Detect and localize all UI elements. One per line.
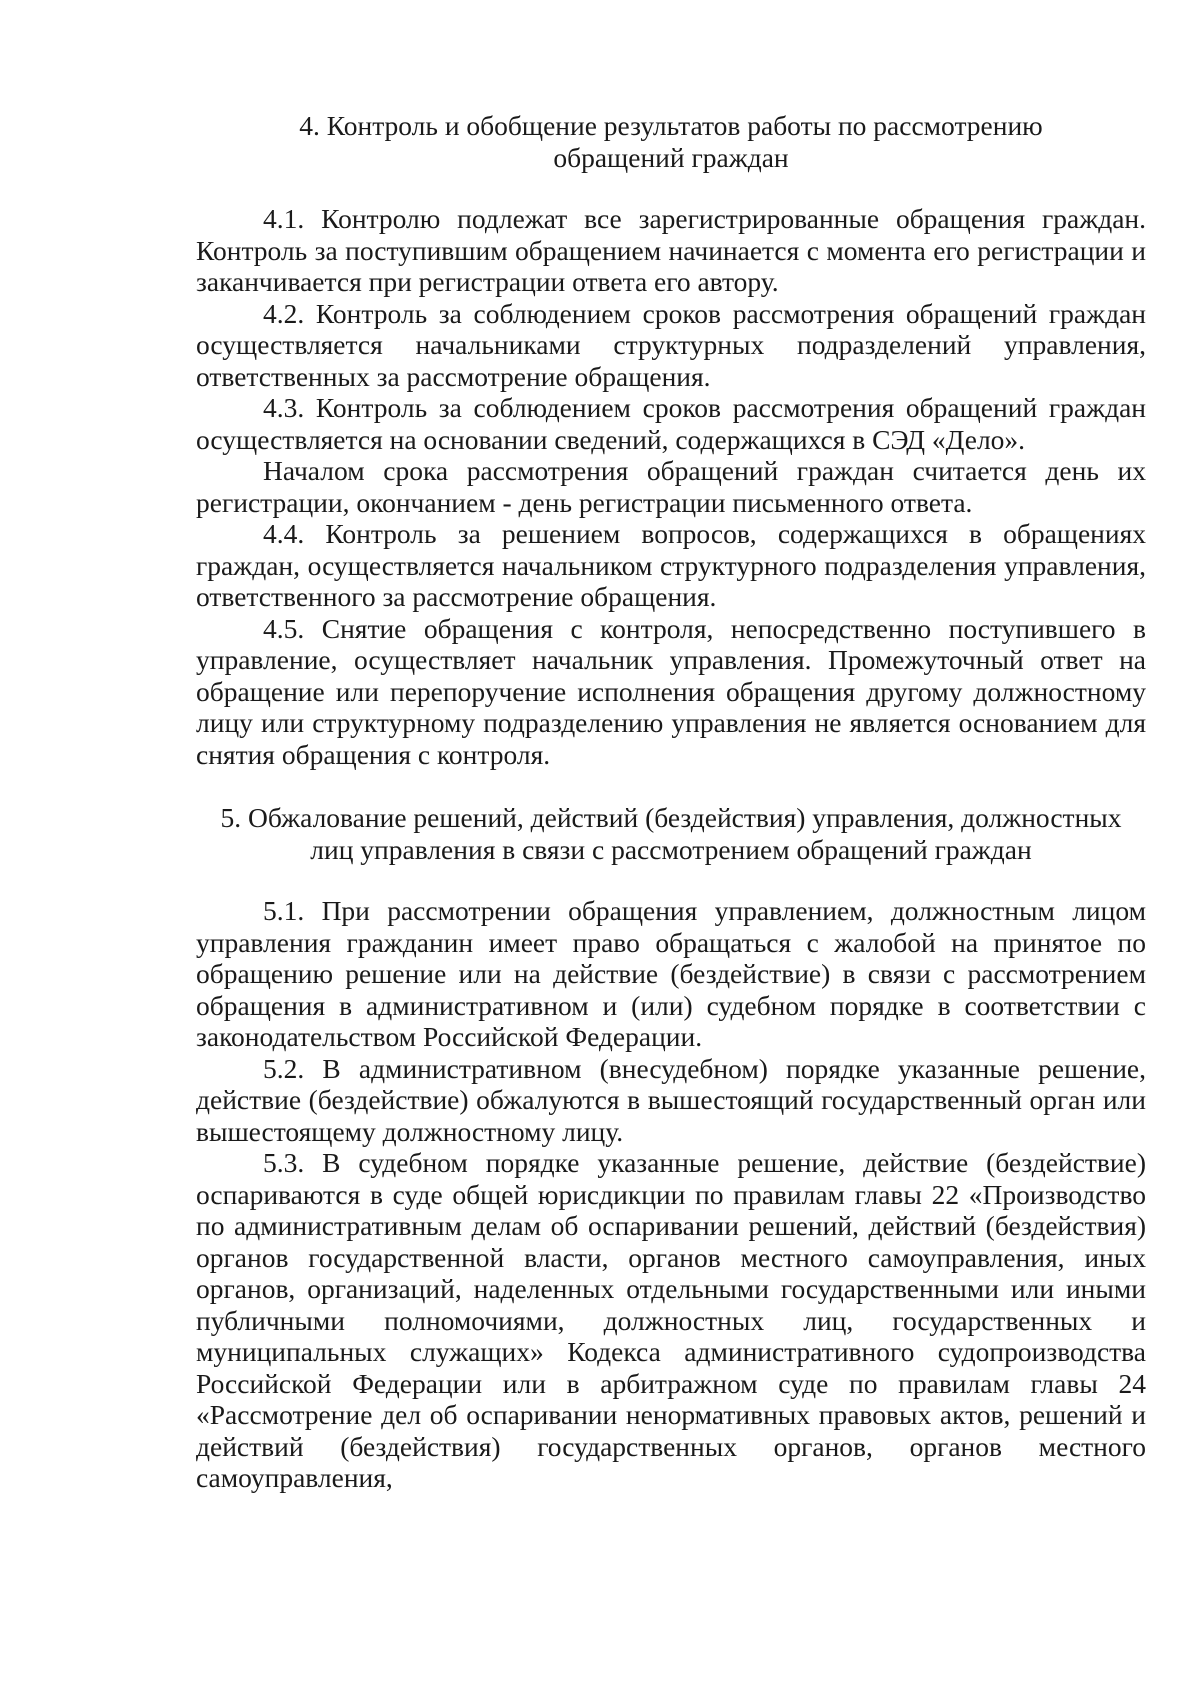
paragraph-4-1: 4.1. Контролю подлежат все зарегистрированные обращения граждан. Контроль за поступившим обращением начинается с момента его регистрации и заканчивается при регистрации ответа его автору.	[196, 203, 1146, 297]
paragraph-4-5: 4.5. Снятие обращения с контроля, непосредственно поступившего в управление, осуществляет начальник управления. Промежуточный ответ на обращение или перепоручение исполнения обращения другому должностному лицу или структурному подразделению управления не является основанием для снятия обращения с контроля.	[196, 612, 1146, 770]
paragraph-5-2: 5.2. В административном (внесудебном) порядке указанные решение, действие (бездействие) обжалуются в вышестоящий государственный орган или вышестоящему должностному лицу.	[196, 1052, 1146, 1147]
paragraph-5-1: 5.1. При рассмотрении обращения управлением, должностным лицом управления гражданин имеет право обращаться с жалобой на принятое по обращению решение или на действие (бездействие) в связи с рассмотрением обращения в административном и (или) судебном порядке в соответствии с законодательством Российской Федерации.	[196, 895, 1146, 1052]
section-4-heading-line-1: 4. Контроль и обобщение результатов работы по рассмотрению	[299, 110, 1043, 141]
paragraph-5-3: 5.3. В судебном порядке указанные решение, действие (бездействие) оспариваются в суде общей юрисдикции по правилам главы 22 «Производство по административным делам об оспаривании решений, действий (бездействия) органов государственной власти, органов местного самоуправления, иных органов, организаций, наделенных отдельными государственными или иными публичными полномочиями, должностных лиц, государственных и муниципальных служащих» Кодекса административного судопроизводства Российской Федерации или в арбитражном суде по правилам главы 24 «Рассмотрение дел об оспаривании ненормативных правовых актов, решений и действий (бездействия) государственных органов, органов местного самоуправления,	[196, 1147, 1146, 1493]
section-5-heading-line-2: лиц управления в связи с рассмотрением обращений граждан	[310, 833, 1032, 865]
section-5-heading-line-1: 5. Обжалование решений, действий (бездействия) управления, должностных	[220, 802, 1122, 833]
section-4-heading	[196, 110, 1146, 173]
spacer	[196, 770, 1146, 802]
paragraph-4-3: 4.3. Контроль за соблюдением сроков рассмотрения обращений граждан осуществляется на основании сведений, содержащихся в СЭД «Дело».	[196, 392, 1146, 455]
section-4-heading-line-2: обращений граждан	[553, 141, 789, 173]
spacer	[196, 865, 1146, 895]
document-page	[196, 110, 1146, 1494]
spacer	[196, 173, 1146, 203]
paragraph-4-3-continuation: Началом срока рассмотрения обращений граждан считается день их регистрации, окончанием - день регистрации письменного ответа.	[196, 455, 1146, 518]
section-5-heading	[196, 802, 1146, 865]
paragraph-4-2: 4.2. Контроль за соблюдением сроков рассмотрения обращений граждан осуществляется начальниками структурных подразделений управления, ответственных за рассмотрение обращения.	[196, 297, 1146, 392]
paragraph-4-4: 4.4. Контроль за решением вопросов, содержащихся в обращениях граждан, осуществляется начальником структурного подразделения управления, ответственного за рассмотрение обращения.	[196, 518, 1146, 612]
